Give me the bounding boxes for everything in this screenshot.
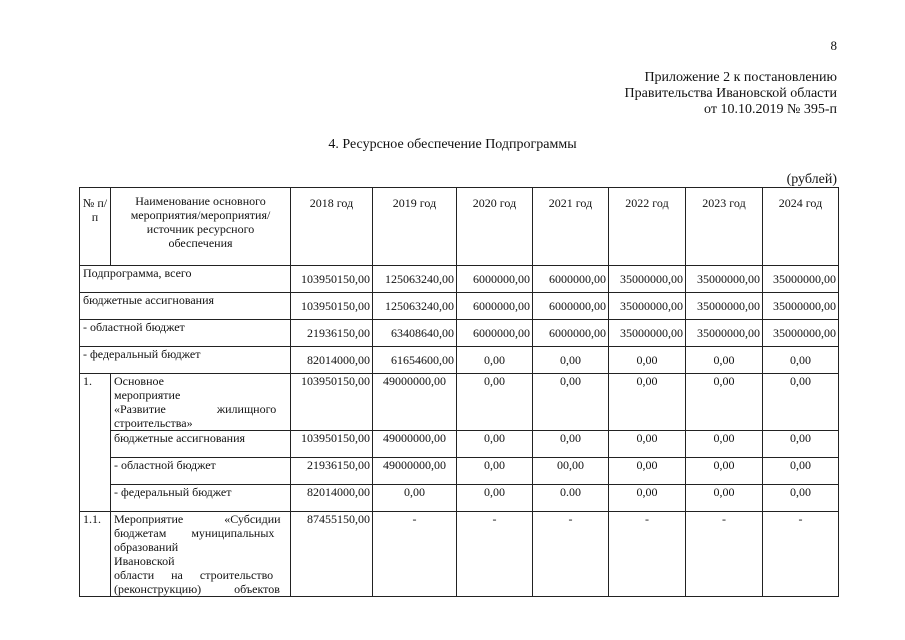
- cell-value: 35000000,00: [609, 266, 686, 293]
- cell-value: 0,00: [457, 458, 533, 485]
- cell-value: 0,00: [373, 485, 457, 512]
- cell-value: 0,00: [457, 431, 533, 458]
- cell-value: 82014000,00: [291, 347, 373, 374]
- cell-value: -: [373, 512, 457, 597]
- cell-value: -: [457, 512, 533, 597]
- cell-value: 49000000,00: [373, 431, 457, 458]
- cell-value: 61654600,00: [373, 347, 457, 374]
- cell-value: -: [533, 512, 609, 597]
- row-label: - федеральный бюджет: [111, 485, 291, 512]
- cell-value: 0,00: [609, 431, 686, 458]
- cell-value: 0,00: [609, 458, 686, 485]
- cell-value: 103950150,00: [291, 293, 373, 320]
- row-label: - федеральный бюджет: [80, 347, 291, 374]
- row-label: - областной бюджет: [80, 320, 291, 347]
- cell-value: 0,00: [686, 374, 763, 431]
- table-row: [80, 512, 839, 597]
- cell-value: 103950150,00: [291, 266, 373, 293]
- header-num: № п/п: [80, 188, 111, 266]
- header-year-2018: 2018 год: [291, 188, 373, 266]
- header-year-2019: 2019 год: [373, 188, 457, 266]
- event-name-line-2: бюджетам муниципальных: [114, 526, 275, 540]
- cell-value: 0,00: [457, 374, 533, 431]
- cell-value: 0,00: [609, 347, 686, 374]
- cell-value: 103950150,00: [291, 431, 373, 458]
- cell-value: 0.00: [533, 485, 609, 512]
- cell-value: 0,00: [686, 431, 763, 458]
- header-year-2021: 2021 год: [533, 188, 609, 266]
- cell-value: 0,00: [763, 485, 839, 512]
- row-label: Подпрограмма, всего: [80, 266, 291, 293]
- cell-value: 6000000,00: [457, 266, 533, 293]
- cell-value: 0,00: [533, 347, 609, 374]
- page-number: 8: [830, 38, 837, 53]
- cell-value: -: [686, 512, 763, 597]
- appendix-line-2: Правительства Ивановской области: [624, 86, 837, 101]
- event-name-line-1: [114, 374, 287, 402]
- table-row: [80, 374, 839, 431]
- event-name-text-1: Основное мероприятие: [114, 374, 181, 402]
- cell-value: 35000000,00: [686, 293, 763, 320]
- cell-value: 21936150,00: [291, 320, 373, 347]
- row-number: 1.: [80, 374, 111, 512]
- cell-value: 35000000,00: [686, 320, 763, 347]
- event-name: [111, 374, 291, 431]
- header-name: Наименование основного мероприятия/мероприятия/ источник ресурсного обеспечения: [111, 188, 291, 266]
- row-label: - областной бюджет: [111, 458, 291, 485]
- cell-value: 103950150,00: [291, 374, 373, 431]
- cell-value: 0,00: [609, 374, 686, 431]
- cell-value: 0,00: [533, 374, 609, 431]
- cell-value: -: [763, 512, 839, 597]
- cell-value: 0,00: [763, 431, 839, 458]
- event-name-line-4: области на строительство: [114, 568, 274, 582]
- cell-value: 0,00: [609, 485, 686, 512]
- cell-value: 125063240,00: [373, 266, 457, 293]
- table-row: [80, 293, 839, 320]
- cell-value: 0,00: [533, 431, 609, 458]
- cell-value: 0,00: [763, 458, 839, 485]
- cell-value: 0,00: [457, 485, 533, 512]
- cell-value: 6000000,00: [457, 320, 533, 347]
- cell-value: 6000000,00: [533, 320, 609, 347]
- event-name-line-5: (реконструкцию) объектов: [114, 582, 280, 596]
- cell-value: 125063240,00: [373, 293, 457, 320]
- cell-value: 0,00: [763, 347, 839, 374]
- cell-value: 00,00: [533, 458, 609, 485]
- event-name-line-2: «Развитие жилищного: [114, 402, 277, 416]
- unit-note: (рублей): [786, 172, 837, 187]
- event-name-line-1: Мероприятие «Субсидии: [114, 512, 281, 526]
- cell-value: 49000000,00: [373, 374, 457, 431]
- cell-value: 0,00: [686, 458, 763, 485]
- cell-value: 82014000,00: [291, 485, 373, 512]
- cell-value: 63408640,00: [373, 320, 457, 347]
- cell-value: 0,00: [457, 347, 533, 374]
- table-row: [80, 458, 839, 485]
- row-number: 1.1.: [80, 512, 111, 597]
- cell-value: 6000000,00: [533, 266, 609, 293]
- cell-value: -: [609, 512, 686, 597]
- event-name: [111, 512, 291, 597]
- cell-value: 0,00: [763, 374, 839, 431]
- cell-value: 35000000,00: [763, 320, 839, 347]
- appendix-line-3: от 10.10.2019 № 395-п: [704, 102, 837, 117]
- cell-value: 35000000,00: [763, 293, 839, 320]
- table-row: [80, 266, 839, 293]
- table-row: [80, 431, 839, 458]
- cell-value: 0,00: [686, 485, 763, 512]
- cell-value: 35000000,00: [763, 266, 839, 293]
- header-year-2022: 2022 год: [609, 188, 686, 266]
- header-year-2020: 2020 год: [457, 188, 533, 266]
- table-row: [80, 485, 839, 512]
- cell-value: 49000000,00: [373, 458, 457, 485]
- cell-value: 6000000,00: [457, 293, 533, 320]
- table-row: [80, 320, 839, 347]
- cell-value: 35000000,00: [609, 293, 686, 320]
- cell-value: 35000000,00: [609, 320, 686, 347]
- header-year-2023: 2023 год: [686, 188, 763, 266]
- table-header-row: [80, 188, 839, 266]
- event-name-line-3: строительства»: [114, 416, 193, 430]
- cell-value: 6000000,00: [533, 293, 609, 320]
- appendix-header: [625, 70, 837, 118]
- section-title: 4. Ресурсное обеспечение Подпрограммы: [328, 137, 577, 152]
- event-name-line-3: образований Ивановской: [114, 540, 179, 568]
- cell-value: 0,00: [686, 347, 763, 374]
- cell-value: 21936150,00: [291, 458, 373, 485]
- row-label: бюджетные ассигнования: [111, 431, 291, 458]
- row-label: бюджетные ассигнования: [80, 293, 291, 320]
- table-row: [80, 347, 839, 374]
- resource-table: [79, 187, 839, 597]
- header-year-2024: 2024 год: [763, 188, 839, 266]
- cell-value: 87455150,00: [291, 512, 373, 597]
- cell-value: 35000000,00: [686, 266, 763, 293]
- appendix-line-1: Приложение 2 к постановлению: [644, 70, 837, 85]
